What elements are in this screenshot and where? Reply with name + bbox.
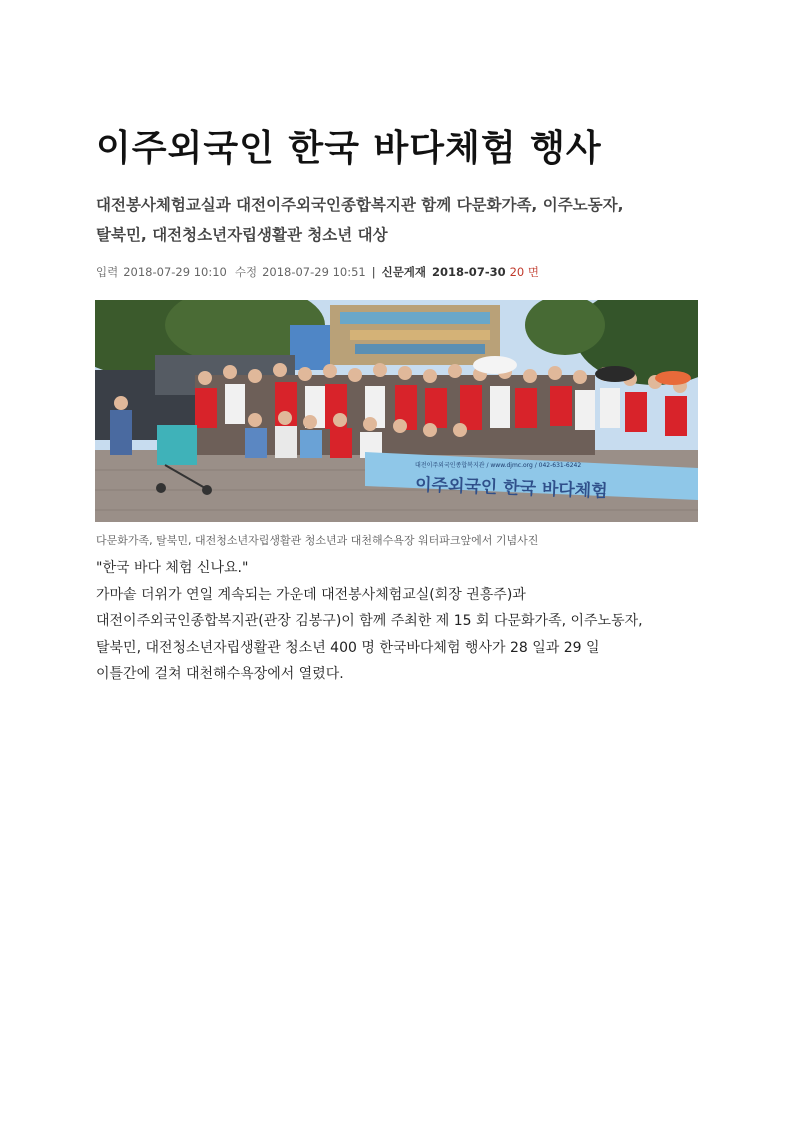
body-line: 대전이주외국인종합복지관(관장 김봉구)이 함께 주최한 제 15 회 다문화가족, 이주노동자, bbox=[96, 613, 643, 629]
article-headline: 이주외국인 한국 바다체험 행사 bbox=[96, 128, 602, 169]
group-photo-illustration bbox=[95, 300, 698, 522]
banner-text: 이주외국인 한국 바다체험 bbox=[414, 475, 608, 502]
page-number: 20 면 bbox=[509, 265, 539, 279]
body-line: "한국 바다 체험 신나요." bbox=[96, 560, 249, 576]
body-line: 가마솥 더위가 연일 계속되는 가운데 대전봉사체험교실(회장 권흥주)과 bbox=[96, 586, 526, 603]
input-time: 2018-07-29 10:10 bbox=[123, 265, 227, 279]
subheadline-line: 탈북민, 대전청소년자립생활관 청소년 대상 bbox=[96, 226, 388, 244]
article-photo bbox=[95, 300, 698, 522]
article-body bbox=[96, 555, 706, 688]
subheadline-line: 대전봉사체험교실과 대전이주외국인종합복지관 함께 다문화가족, 이주노동자, bbox=[96, 196, 624, 214]
paper-date: 2018-07-30 bbox=[432, 265, 506, 279]
body-line: 이틀간에 걸쳐 대천해수욕장에서 열렸다. bbox=[96, 666, 344, 682]
photo-caption: 다문화가족, 탈북민, 대전청소년자립생활관 청소년과 대천해수욕장 워터파크앞에서 기념사진 bbox=[96, 534, 539, 547]
edit-label: 수정 bbox=[234, 265, 258, 279]
input-label: 입력 bbox=[96, 265, 119, 279]
edit-time: 2018-07-29 10:51 bbox=[262, 265, 366, 279]
body-line: 탈북민, 대전청소년자립생활관 청소년 400 명 한국바다체험 행사가 28 일과 29 일 bbox=[96, 639, 600, 656]
article-subheadline bbox=[96, 190, 696, 250]
banner-small-text: 대전이주외국인종합복지관 / www.djmc.org / 042-631-6242 bbox=[415, 462, 582, 469]
paper-label: 신문게재 bbox=[381, 265, 427, 279]
article-meta bbox=[96, 264, 539, 280]
meta-separator: | bbox=[371, 265, 376, 279]
